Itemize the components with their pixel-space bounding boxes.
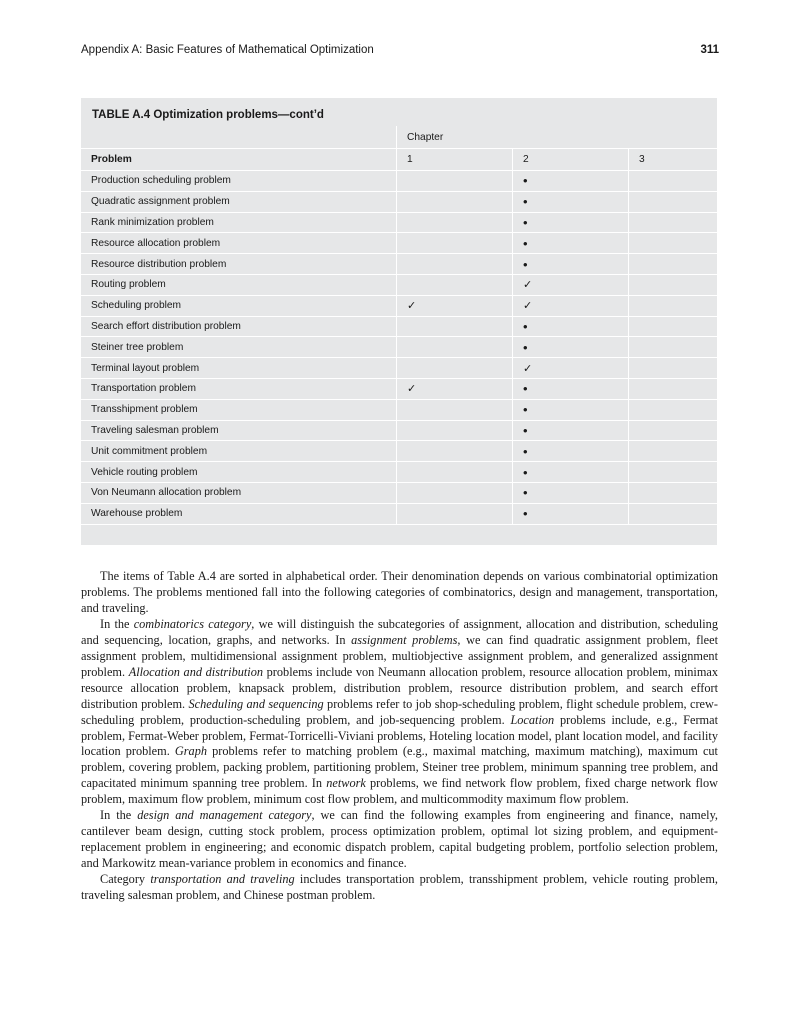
running-head-title: Appendix A: Basic Features of Mathematical Optimization	[81, 44, 374, 56]
table-row	[81, 358, 717, 379]
table-row	[81, 462, 717, 483]
table-row	[81, 317, 717, 338]
chapter-3-cell	[628, 358, 717, 378]
chapter-1-cell	[396, 358, 512, 378]
chapter-3-cell	[628, 317, 717, 337]
table-header-row	[81, 149, 717, 171]
table-row	[81, 421, 717, 442]
chapter-2-cell: •	[512, 233, 628, 253]
chapter-1-header: 1	[396, 149, 512, 170]
table-header-chapter-row	[81, 126, 717, 149]
table-row	[81, 254, 717, 275]
chapter-1-cell	[396, 171, 512, 191]
text-run: In the	[100, 616, 134, 631]
chapter-1-cell	[396, 441, 512, 461]
problem-cell: Routing problem	[91, 279, 166, 291]
table-row	[81, 296, 717, 317]
problem-cell: Production scheduling problem	[91, 175, 231, 187]
chapter-2-cell: •	[512, 171, 628, 191]
chapter-1-cell: ✓	[396, 296, 512, 316]
chapter-2-cell: ✓	[512, 296, 628, 316]
chapter-2-cell: •	[512, 504, 628, 524]
table-row	[81, 192, 717, 213]
problem-cell: Terminal layout problem	[91, 362, 200, 374]
text-run: problems include von Neumann allocation problem, resource allocation problem, minimax resource allocation problem, knapsack problem, distribution problem, resource distribution problem, and search effort distribution problem.	[81, 664, 718, 711]
table-row	[81, 441, 717, 462]
chapter-2-header: 2	[512, 149, 628, 170]
chapter-3-cell	[628, 462, 717, 482]
chapter-1-cell	[396, 275, 512, 295]
text-run: problems include, e.g., Fermat problem, Fermat-Weber problem, Fermat-Torricelli-Viviani problems, Hoteling location model, plant location model, and facility location problem.	[81, 712, 718, 759]
text-run: , we can find quadratic assignment problem, fleet assignment problem, multidimensional assignment problem, multiobjective assignment problem, and generalized assignment problem.	[81, 632, 718, 679]
chapter-2-cell: •	[512, 483, 628, 503]
chapter-1-cell	[396, 213, 512, 233]
table-row	[81, 213, 717, 234]
chapter-2-cell: •	[512, 400, 628, 420]
chapter-1-cell	[396, 317, 512, 337]
italic-term: assignment problems	[351, 632, 458, 647]
table-title: Optimization problems—cont’d	[153, 109, 324, 121]
chapter-3-cell	[628, 171, 717, 191]
problem-cell: Warehouse problem	[91, 508, 183, 520]
table-row	[81, 400, 717, 421]
chapter-3-cell	[628, 379, 717, 399]
text-run: , we will distinguish the subcategories of assignment, allocation and distribution, scheduling and sequencing, location, graphs, and networks. In	[81, 616, 718, 647]
chapter-3-cell	[628, 233, 717, 253]
problem-cell: Steiner tree problem	[91, 341, 184, 353]
problem-cell: Von Neumann allocation problem	[91, 487, 242, 499]
italic-term: transportation and traveling	[150, 872, 295, 887]
problem-cell: Rank minimization problem	[91, 216, 214, 228]
chapter-2-cell: ✓	[512, 275, 628, 295]
paragraph-1: The items of Table A.4 are sorted in alphabetical order. Their denomination depends on various combinatorial optimization problems. The problems mentioned fall into the following categories of combinatorics, design and management, transportation, and traveling.	[81, 569, 718, 615]
chapter-1-cell	[396, 233, 512, 253]
text-run: problems, we find network flow problem, fixed charge network flow problem, maximum flow problem, minimum cost flow problem, and multicommodity maximum flow problem.	[81, 776, 718, 807]
problem-cell: Transportation problem	[91, 383, 196, 395]
table-grid	[81, 126, 717, 525]
table-row	[81, 233, 717, 254]
header-blank-cell	[81, 126, 396, 148]
chapter-2-cell: •	[512, 317, 628, 337]
table-caption	[92, 109, 324, 121]
problem-cell: Scheduling problem	[91, 300, 182, 312]
chapter-1-cell	[396, 192, 512, 212]
chapter-2-cell: ✓	[512, 358, 628, 378]
chapter-1-cell	[396, 462, 512, 482]
running-head	[81, 44, 719, 60]
chapter-1-cell	[396, 337, 512, 357]
chapter-3-cell	[628, 483, 717, 503]
chapter-3-cell	[628, 400, 717, 420]
italic-term: network	[326, 776, 366, 791]
text-run: problems refer to matching problem (e.g., maximal matching, maximum matching), maximum cut problem, covering problem, packing problem, partitioning problem, Steiner tree problem, minimum spanning tree problem, and capacitated minimum spanning tree problem. In	[81, 744, 718, 791]
chapter-3-header: 3	[628, 149, 717, 170]
problem-cell: Unit commitment problem	[91, 445, 208, 457]
body-text	[81, 569, 718, 904]
chapter-2-cell: •	[512, 213, 628, 233]
chapter-1-cell	[396, 483, 512, 503]
table-a4	[81, 98, 717, 545]
table-row	[81, 504, 717, 525]
chapter-3-cell	[628, 441, 717, 461]
page-number: 311	[700, 44, 719, 56]
table-row	[81, 379, 717, 400]
chapter-2-cell: •	[512, 379, 628, 399]
italic-term: Location	[510, 712, 555, 727]
table-label: TABLE A.4	[92, 109, 151, 121]
problem-cell: Search effort distribution problem	[91, 320, 241, 332]
chapter-3-cell	[628, 421, 717, 441]
chapter-1-cell	[396, 421, 512, 441]
chapter-1-cell	[396, 400, 512, 420]
text-run: problems refer to job shop-scheduling problem, flight schedule problem, crew-scheduling problem, production-scheduling problem, and job-sequencing problem.	[81, 696, 718, 727]
table-row	[81, 275, 717, 296]
chapter-1-cell: ✓	[396, 379, 512, 399]
paragraph-4	[81, 872, 718, 904]
problem-cell: Resource allocation problem	[91, 237, 221, 249]
chapter-3-cell	[628, 254, 717, 274]
problem-cell: Transshipment problem	[91, 404, 198, 416]
paragraph-2	[81, 617, 718, 808]
italic-term: Allocation and distribution	[128, 664, 264, 679]
problem-cell: Vehicle routing problem	[91, 466, 198, 478]
italic-term: combinatorics category	[133, 616, 252, 631]
chapter-2-cell: •	[512, 462, 628, 482]
problem-cell: Resource distribution problem	[91, 258, 227, 270]
chapter-2-cell: •	[512, 421, 628, 441]
chapter-3-cell	[628, 213, 717, 233]
paragraph-3	[81, 808, 718, 872]
problem-cell: Quadratic assignment problem	[91, 196, 230, 208]
problem-header: Problem	[91, 154, 132, 165]
chapter-header: Chapter	[396, 126, 717, 148]
italic-term: Scheduling and sequencing	[188, 696, 324, 711]
chapter-1-cell	[396, 254, 512, 274]
text-run: , we can find the following examples from engineering and finance, namely, cantilever beam design, cutting stock problem, process optimization problem, optimal lot sizing problem, and equipment-replacement problem in engineering; and economic dispatch problem, capital budgeting problem, portfolio selection problem, and Markowitz mean-variance problem in economics and finance.	[81, 808, 718, 871]
chapter-2-cell: •	[512, 337, 628, 357]
table-row	[81, 483, 717, 504]
chapter-3-cell	[628, 337, 717, 357]
chapter-3-cell	[628, 192, 717, 212]
chapter-3-cell	[628, 504, 717, 524]
chapter-3-cell	[628, 296, 717, 316]
text-run: includes transportation problem, transshipment problem, vehicle routing problem, traveling salesman problem, and Chinese postman problem.	[81, 872, 718, 903]
chapter-2-cell: •	[512, 254, 628, 274]
chapter-2-cell: •	[512, 441, 628, 461]
table-row	[81, 337, 717, 358]
italic-term: Graph	[174, 744, 207, 759]
table-row	[81, 171, 717, 192]
text-run: In the	[100, 808, 138, 823]
text-run: Category	[100, 872, 151, 887]
chapter-2-cell: •	[512, 192, 628, 212]
italic-term: design and management category	[137, 808, 312, 823]
chapter-1-cell	[396, 504, 512, 524]
table-footer	[81, 529, 717, 545]
problem-cell: Traveling salesman problem	[91, 424, 219, 436]
chapter-3-cell	[628, 275, 717, 295]
